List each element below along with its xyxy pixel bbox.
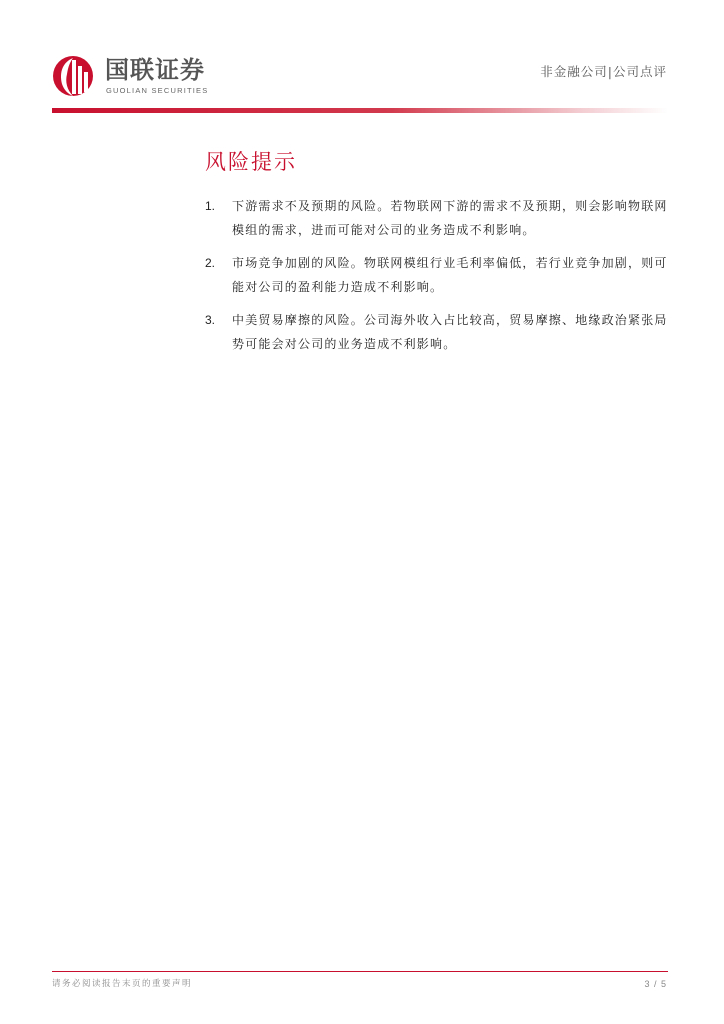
risk-list (205, 194, 673, 365)
logo-text-cn: 国联证券 (105, 56, 205, 84)
company-logo (50, 52, 230, 98)
report-category: 非金融公司|公司点评 (540, 64, 667, 79)
guolian-logo-icon (50, 52, 96, 98)
risk-item-text: 中美贸易摩擦的风险。公司海外收入占比较高，贸易摩擦、地缘政治紧张局势可能会对公司的业务造成不利影响。 (232, 313, 668, 351)
header-divider (52, 108, 668, 113)
risk-item-number: 2. (205, 256, 216, 270)
footer-disclaimer: 请务必阅读报告末页的重要声明 (52, 979, 193, 989)
logo-text-en: GUOLIAN SECURITIES (106, 86, 209, 95)
risk-item (205, 251, 673, 299)
section-title: 风险提示 (205, 150, 297, 174)
page-number: 3 / 5 (644, 979, 667, 989)
risk-item (205, 308, 673, 356)
footer-divider (52, 971, 668, 972)
risk-item (205, 194, 673, 242)
risk-item-text: 市场竞争加剧的风险。物联网模组行业毛利率偏低，若行业竞争加剧，则可能对公司的盈利能力造成不利影响。 (232, 256, 668, 294)
risk-item-text: 下游需求不及预期的风险。若物联网下游的需求不及预期，则会影响物联网模组的需求，进而可能对公司的业务造成不利影响。 (232, 199, 668, 237)
risk-item-number: 3. (205, 313, 216, 327)
risk-item-number: 1. (205, 199, 216, 213)
